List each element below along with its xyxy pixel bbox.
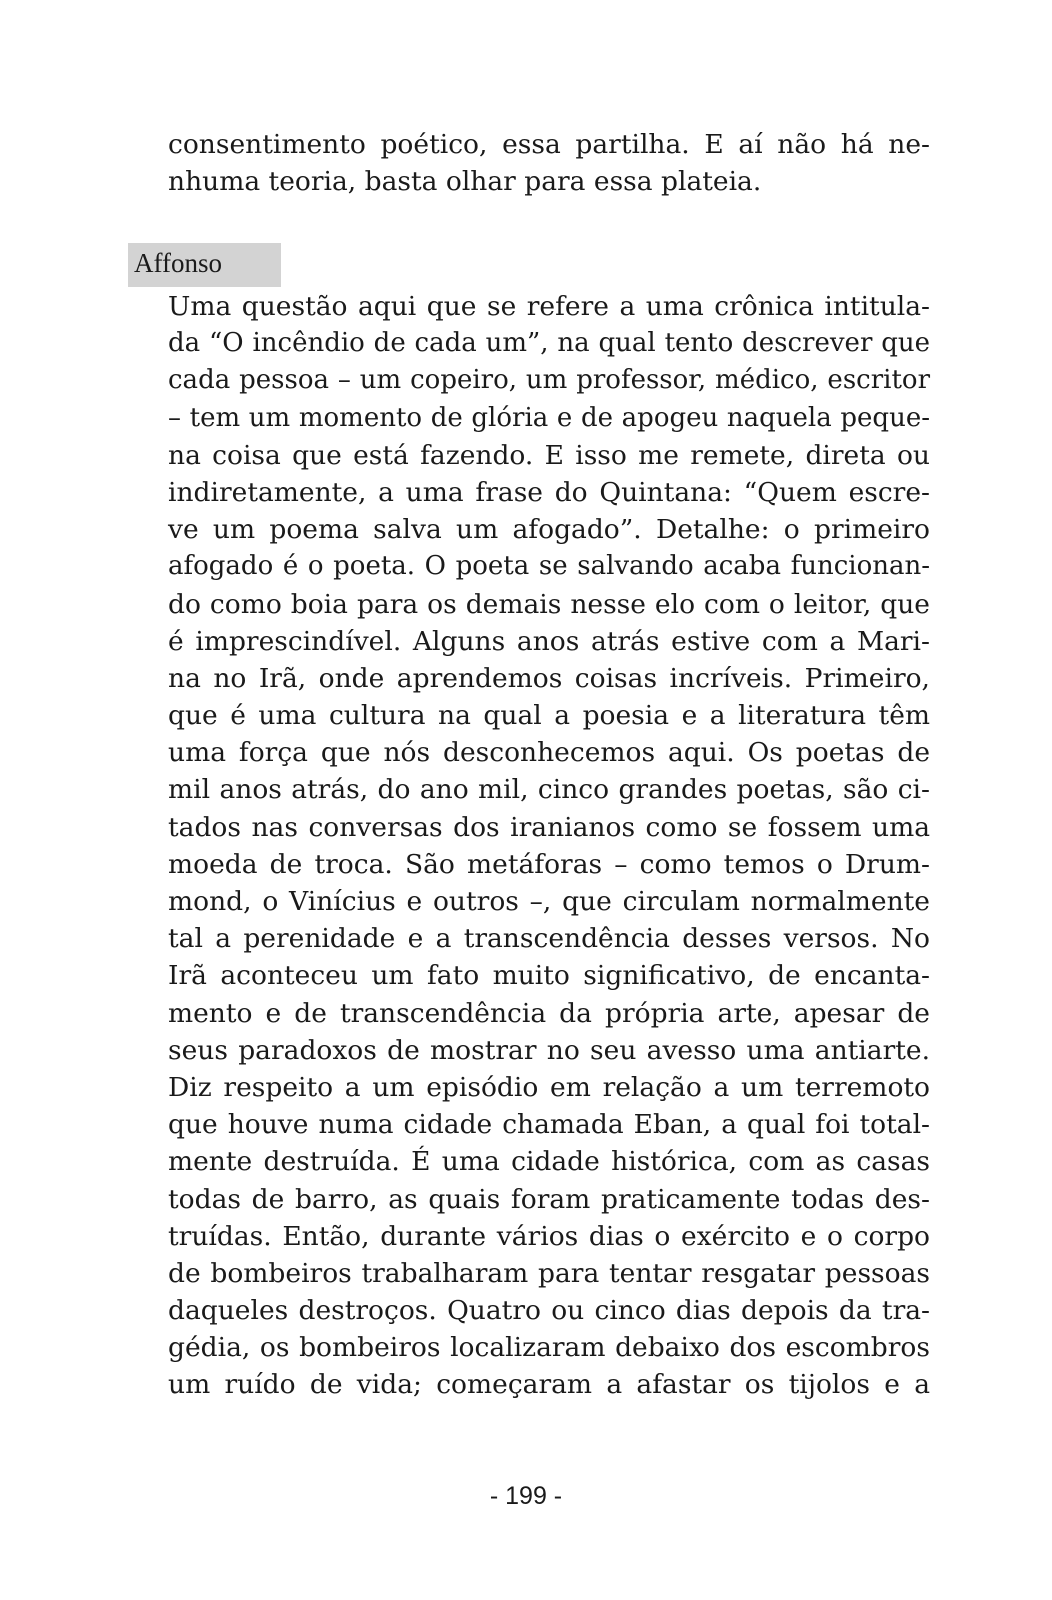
text-line: truídas. Então, durante vários dias o exército e o corpo bbox=[168, 1220, 930, 1252]
speaker-label: Affonso bbox=[128, 243, 281, 287]
text-line: nhuma teoria, basta olhar para essa plateia. bbox=[168, 166, 762, 198]
text-line: na no Irã, onde aprendemos coisas incríveis. Primeiro, bbox=[168, 662, 930, 694]
text-line: tal a perenidade e a transcendência desses versos. No bbox=[168, 923, 930, 955]
text-line: Diz respeito a um episódio em relação a um terremoto bbox=[168, 1071, 930, 1103]
text-line: seus paradoxos de mostrar no seu avesso uma antiarte. bbox=[168, 1034, 930, 1066]
text-line: afogado é o poeta. O poeta se salvando acaba funcionan- bbox=[168, 551, 930, 582]
text-line: indiretamente, a uma frase do Quintana: “Quem escre- bbox=[168, 476, 930, 508]
text-line: mente destruída. É uma cidade histórica, com as casas bbox=[168, 1146, 930, 1178]
text-line: de bombeiros trabalharam para tentar resgatar pessoas bbox=[168, 1257, 930, 1289]
text-line: mil anos atrás, do ano mil, cinco grandes poetas, são ci- bbox=[168, 774, 930, 806]
text-line: que é uma cultura na qual a poesia e a literatura têm bbox=[168, 700, 930, 732]
page-number: - 199 - bbox=[489, 1482, 563, 1510]
text-line: mond, o Vinícius e outros –, que circulam normalmente bbox=[168, 886, 930, 917]
text-line: ve um poema salva um afogado”. Detalhe: o primeiro bbox=[168, 514, 930, 546]
text-line: uma força que nós desconhecemos aqui. Os poetas de bbox=[168, 737, 930, 769]
text-line: do como boia para os demais nesse elo com o leitor, que bbox=[168, 588, 930, 620]
text-line: daqueles destroços. Quatro ou cinco dias depois da tra- bbox=[168, 1295, 930, 1327]
text-line: todas de barro, as quais foram praticamente todas des- bbox=[168, 1183, 930, 1215]
text-line: Irã aconteceu um fato muito significativo, de encanta- bbox=[168, 960, 930, 992]
text-line: um ruído de vida; começaram a afastar os tijolos e a bbox=[168, 1369, 930, 1401]
text-line: Uma questão aqui que se refere a uma crônica intitula- bbox=[168, 291, 930, 322]
text-line: gédia, os bombeiros localizaram debaixo dos escombros bbox=[168, 1332, 930, 1364]
text-line: tados nas conversas dos iranianos como se fossem uma bbox=[168, 811, 930, 843]
text-line: que houve numa cidade chamada Eban, a qual foi total- bbox=[168, 1109, 930, 1141]
text-line: cada pessoa – um copeiro, um professor, médico, escritor bbox=[168, 365, 930, 396]
speech-paragraph bbox=[168, 288, 930, 1404]
text-line: mento e de transcendência da própria arte, apesar de bbox=[168, 997, 930, 1029]
text-line: é imprescindível. Alguns anos atrás estive com a Mari- bbox=[168, 625, 930, 657]
text-line: na coisa que está fazendo. E isso me remete, direta ou bbox=[168, 439, 930, 471]
text-line: – tem um momento de glória e de apogeu naquela peque- bbox=[168, 402, 930, 433]
intro-paragraph bbox=[168, 126, 930, 200]
text-line: da “O incêndio de cada um”, na qual tento descrever que bbox=[168, 328, 930, 359]
text-line: consentimento poético, essa partilha. E aí não há ne- bbox=[168, 129, 930, 160]
text-line: moeda de troca. São metáforas – como temos o Drum- bbox=[168, 848, 930, 880]
